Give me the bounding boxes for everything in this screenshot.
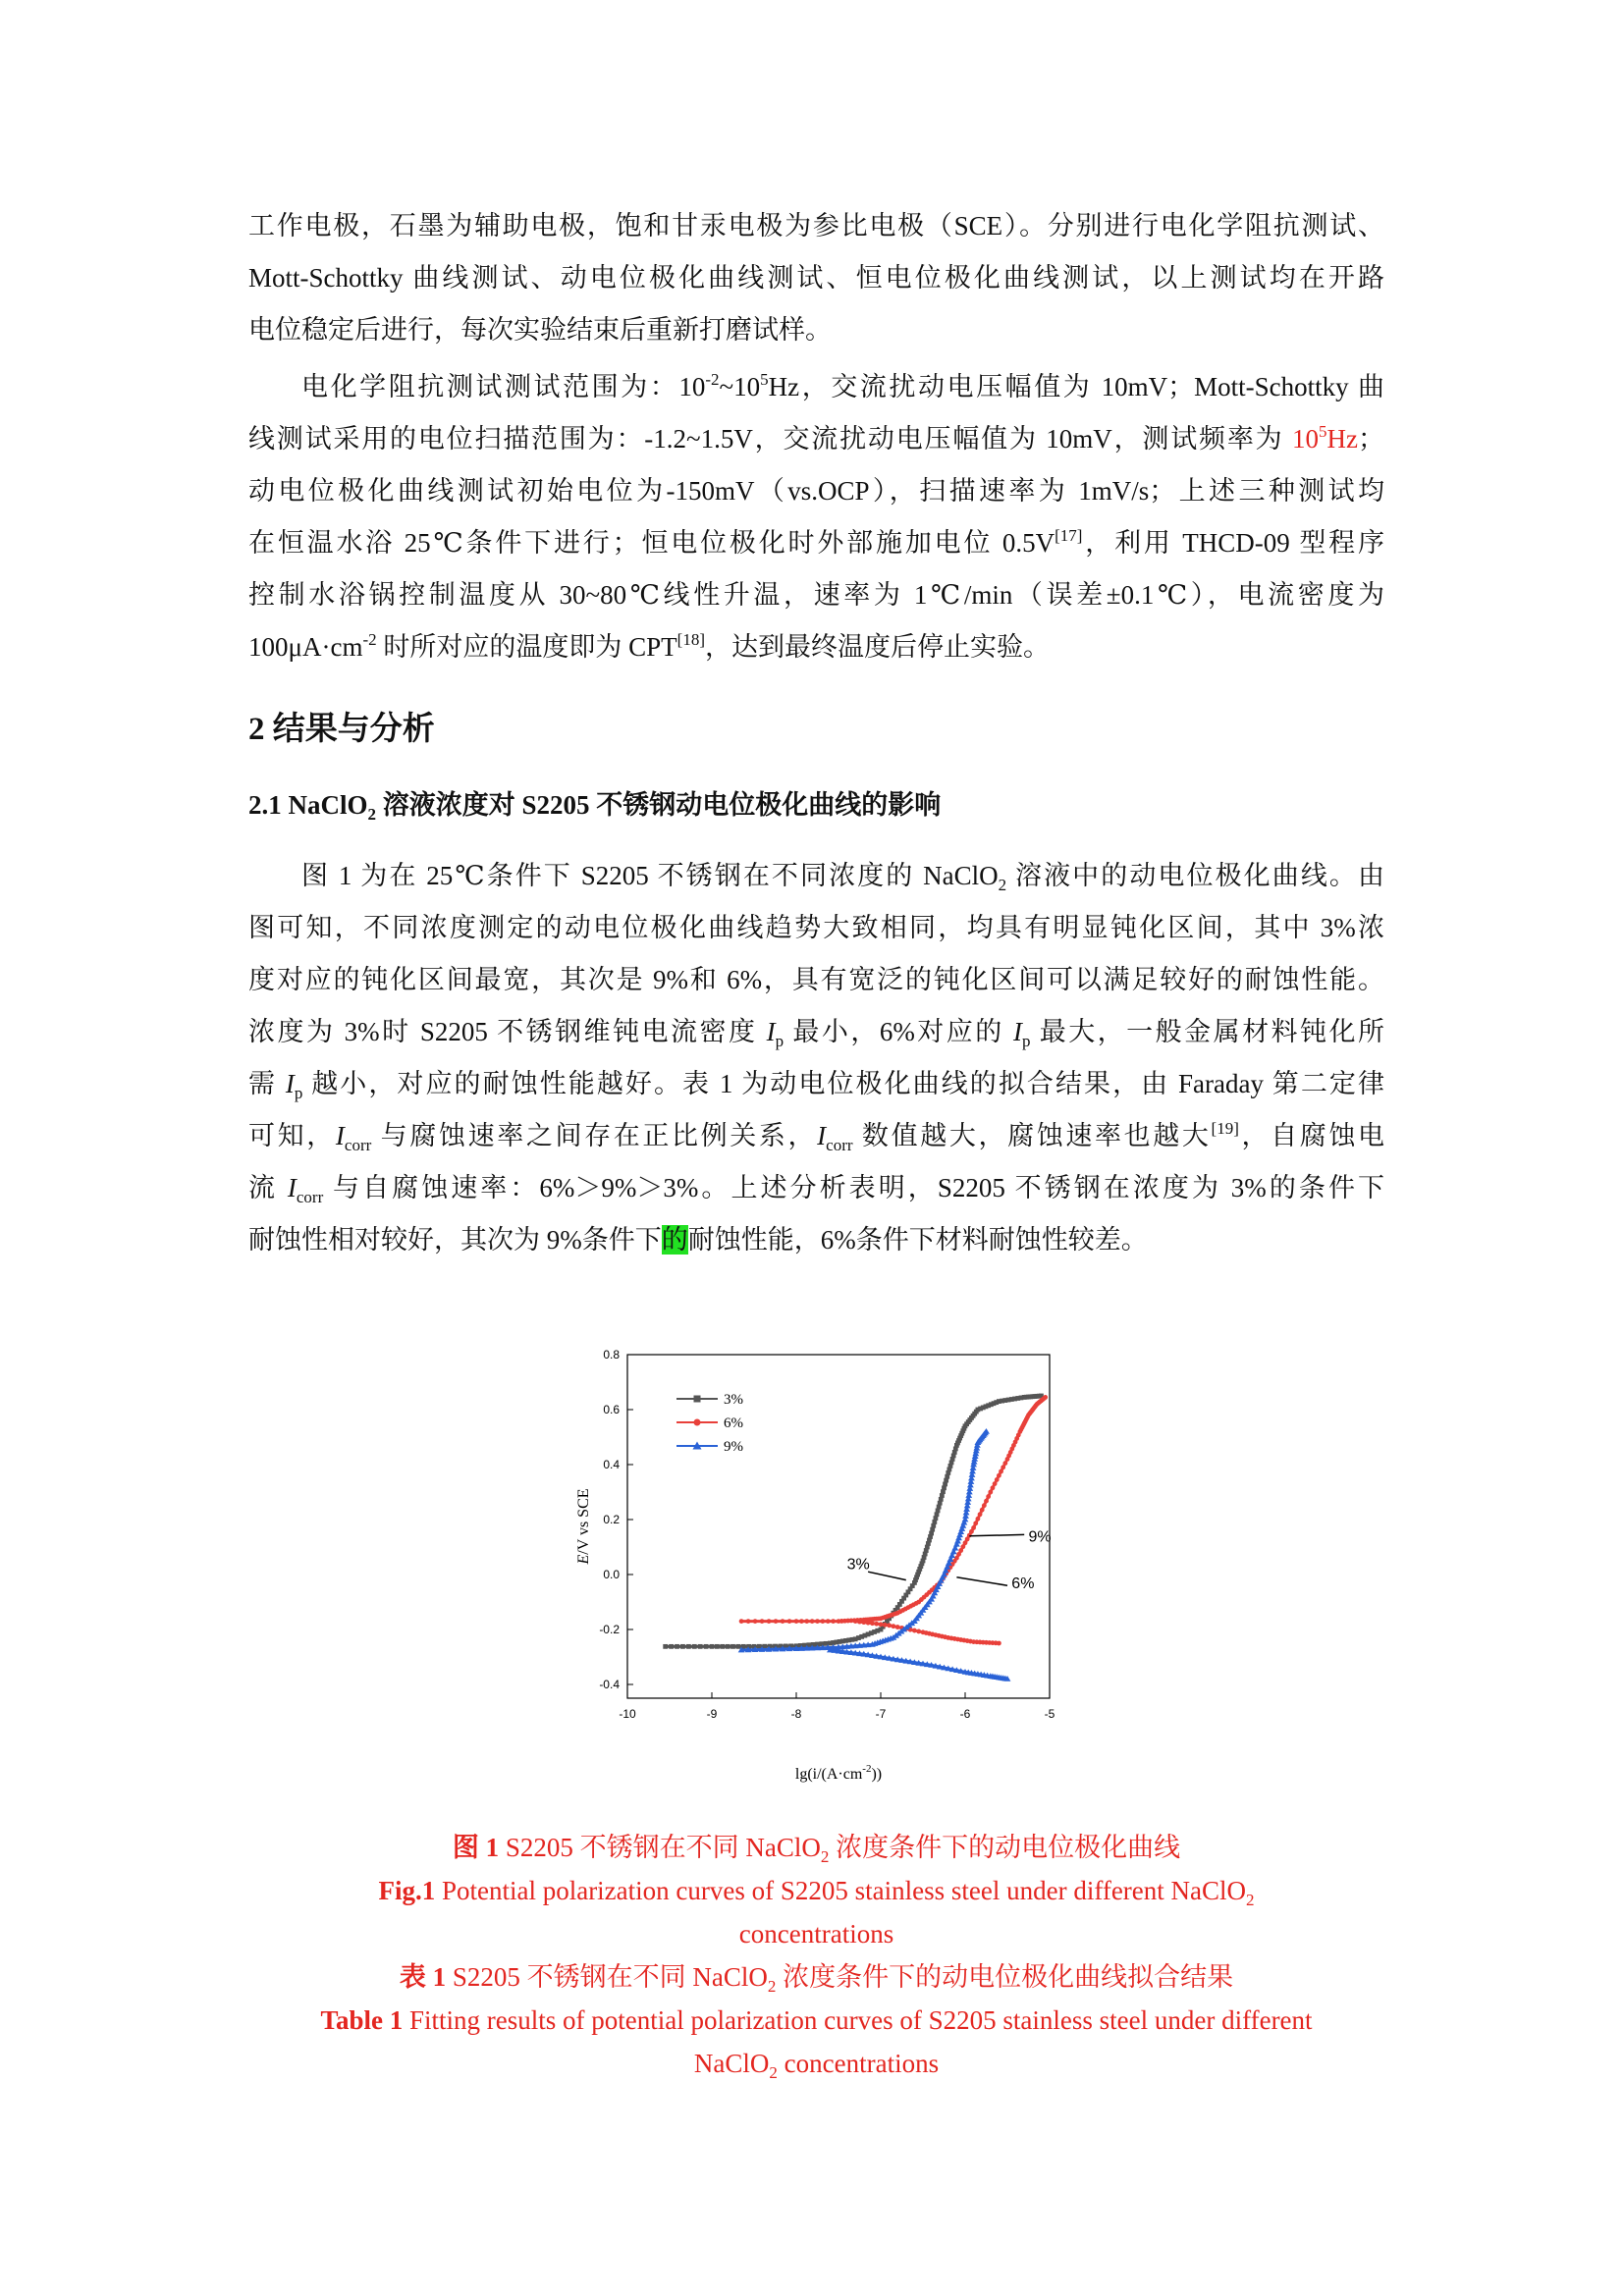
legend-entry: 6%	[724, 1415, 743, 1431]
annotation-arrow	[969, 1534, 1024, 1535]
data-point	[999, 1469, 1003, 1474]
x-tick-label: -5	[1044, 1707, 1055, 1721]
text-line: 图可知，不同浓度测定的动电位极化曲线趋势大致相同，均具有明显钝化区间，其中 3%浓	[248, 913, 1384, 942]
x-tick-label: -9	[706, 1707, 718, 1721]
data-point	[787, 1619, 792, 1624]
text-line: 线测试采用的电位扫描范围为：-1.2~1.5V，交流扰动电压幅值为 10mV，测试频率为 $10^5Hz$；	[248, 422, 1384, 454]
data-point	[887, 1623, 892, 1628]
data-point	[694, 1396, 701, 1403]
annotation-label: 3%	[846, 1556, 870, 1574]
data-point	[669, 1644, 674, 1649]
text-line: 流 $I_{corr}$ 与自腐蚀速率：6%＞9%＞3%。上述分析表明，S2205 不锈钢在浓度为 3%的条件下	[248, 1173, 1385, 1206]
data-point	[895, 1625, 900, 1629]
data-point	[698, 1644, 703, 1649]
data-point	[997, 1473, 1001, 1478]
data-point	[874, 1622, 879, 1627]
text-line: 在恒温水浴 25℃条件下进行；恒电位极化时外部施加电位 0.5V[17]，利用 THCD-09 型程序	[248, 526, 1384, 558]
table-caption-cn: 表 1 S2205 不锈钢在不同 NaClO$_2$ 浓度条件下的动电位极化曲线拟合结果	[399, 1962, 1234, 1996]
data-point	[781, 1619, 785, 1624]
polarization-chart	[565, 1335, 1075, 1806]
data-point	[883, 1623, 888, 1628]
figure-caption-en: Fig.1 Potential polarization curves of S2205 stainless steel under different NaClO$_2$	[378, 1876, 1255, 1909]
x-tick-label: -7	[875, 1707, 887, 1721]
data-point	[804, 1619, 809, 1624]
y-tick-label: 0.8	[603, 1348, 620, 1362]
data-point	[978, 1512, 983, 1517]
text-line: 度对应的钝化区间最宽，其次是 9%和 6%，具有宽泛的钝化区间可以满足较好的耐蚀性能。	[248, 965, 1384, 994]
data-point	[997, 1641, 1001, 1646]
data-point	[988, 1490, 993, 1495]
text-line: 浓度为 3%时 S2205 不锈钢维钝电流密度 $I_p$ 最小，6%对应的 $I_p$ 最大，一般金属材料钝化所	[248, 1017, 1384, 1050]
data-point	[694, 1419, 701, 1426]
data-point	[1001, 1465, 1005, 1469]
data-point	[680, 1644, 685, 1649]
text-line: 工作电极，石墨为辅助电极，饱和甘汞电极为参比电极（SCE）。分别进行电化学阻抗测试、	[248, 211, 1384, 240]
data-point	[720, 1644, 725, 1649]
y-tick-label: -0.4	[599, 1678, 620, 1691]
section-title: 2 结果与分析	[248, 712, 435, 747]
series-line	[741, 1397, 1046, 1621]
data-point	[675, 1644, 679, 1649]
text-line: 控制水浴锅控制温度从 30~80℃线性升温，速率为 1℃/min（误差±0.1℃），电流密度为	[248, 580, 1384, 610]
data-point	[861, 1620, 866, 1625]
data-point	[879, 1622, 884, 1627]
data-point	[993, 1481, 998, 1486]
data-point	[986, 1494, 991, 1499]
data-point	[1043, 1395, 1048, 1400]
data-point	[870, 1621, 875, 1626]
data-point	[831, 1619, 836, 1624]
text-line: 耐蚀性相对较好，其次为 9%条件下的耐蚀性能，6%条件下材料耐蚀性较差。	[248, 1225, 1148, 1255]
annotation-label: 9%	[1028, 1528, 1052, 1546]
text-line: 电化学阻抗测试测试范围为：$10^{-2}\sim 10^5Hz$，交流扰动电压幅值为 10mV；Mott-Schottky 曲	[301, 370, 1384, 401]
data-point	[692, 1644, 697, 1649]
data-point	[820, 1619, 825, 1624]
figure-caption-en-cont: concentrations	[738, 1919, 894, 1949]
y-tick-label: 0.6	[603, 1403, 620, 1416]
text-line: Mott-Schottky 曲线测试、动电位极化曲线测试、恒电位极化曲线测试，以上测试均在开路	[248, 263, 1384, 293]
data-point	[980, 1508, 985, 1513]
paragraph-1	[248, 200, 1384, 356]
data-point	[735, 1644, 740, 1649]
text-line: 电位稳定后进行，每次实验结束后重新打磨试样。	[248, 315, 832, 345]
data-point	[983, 1428, 990, 1434]
x-tick-label: -10	[619, 1707, 636, 1721]
data-point	[760, 1619, 765, 1624]
figure-caption-cn: 图 1 S2205 不锈钢在不同 NaClO$_2$ 浓度条件下的动电位极化曲线	[452, 1833, 1181, 1866]
data-point	[704, 1644, 709, 1649]
y-tick-label: 0.2	[603, 1513, 620, 1526]
text-line: 图 1 为在 25℃条件下 S2205 不锈钢在不同浓度的 NaClO$_2$ 溶液中的动电位极化曲线。由	[301, 861, 1385, 894]
data-point	[794, 1619, 799, 1624]
data-point	[984, 1499, 989, 1504]
data-point	[799, 1619, 804, 1624]
legend-entry: 3%	[724, 1392, 743, 1408]
data-point	[976, 1517, 981, 1522]
paragraph-2	[248, 361, 1384, 673]
x-tick-label: -6	[959, 1707, 971, 1721]
data-point	[746, 1619, 751, 1624]
data-point	[995, 1477, 1000, 1482]
data-point	[973, 1521, 978, 1525]
text-line: 可知，$I_{corr}$ 与腐蚀速率之间存在正比例关系，$I_{corr}$ 数值越大，腐蚀速率也越大[19]，自腐蚀电	[248, 1119, 1385, 1154]
data-point	[753, 1619, 758, 1624]
data-point	[1002, 1461, 1007, 1466]
data-point	[774, 1619, 779, 1624]
data-point	[916, 1629, 921, 1634]
data-point	[767, 1619, 772, 1624]
data-point	[710, 1644, 715, 1649]
paragraph-3	[248, 850, 1384, 1266]
data-point	[912, 1629, 917, 1633]
annotation-arrow	[868, 1572, 906, 1579]
data-point	[815, 1619, 820, 1624]
data-point	[686, 1644, 691, 1649]
text-line: 需 $I_p$ 越小，对应的耐蚀性能越好。表 1 为动电位极化曲线的拟合结果，由 Faraday 第二定律	[248, 1069, 1384, 1102]
data-point	[715, 1644, 720, 1649]
table-caption-en-cont: NaClO$_2$ concentrations	[693, 2049, 940, 2082]
data-point	[826, 1619, 831, 1624]
y-tick-label: 0.0	[603, 1568, 620, 1581]
data-point	[853, 1619, 858, 1624]
text-line: 动电位极化曲线测试初始电位为-150mV（vs.OCP），扫描速率为 1mV/s；上述三种测试均	[248, 476, 1384, 506]
legend-entry: 9%	[724, 1439, 743, 1455]
text-line: $100\mu A\cdot cm^{-2}$ 时所对应的温度即为 CPT[18]，达到最终温度后停止实验。	[248, 630, 1050, 662]
data-point	[739, 1619, 744, 1624]
data-point	[810, 1619, 815, 1624]
highlighted-text: 的	[661, 1225, 688, 1255]
data-point	[726, 1644, 730, 1649]
data-point	[991, 1485, 996, 1490]
data-point	[730, 1644, 735, 1649]
data-point	[857, 1620, 862, 1625]
data-point	[663, 1644, 668, 1649]
y-axis-label: E/V vs SCE	[575, 1488, 592, 1565]
annotation-label: 6%	[1011, 1575, 1035, 1592]
data-point	[892, 1624, 896, 1629]
annotation-arrow	[956, 1577, 1007, 1585]
table-caption-en: Table 1 Fitting results of potential polarization curves of S2205 stainless steel under different	[320, 2005, 1313, 2035]
data-point	[971, 1525, 976, 1530]
x-tick-label: -8	[790, 1707, 802, 1721]
subsection-title: 2.1 NaClO$_2$ 溶液浓度对 S2205 不锈钢动电位极化曲线的影响	[248, 790, 942, 824]
y-tick-label: 0.4	[603, 1458, 620, 1471]
y-tick-label: -0.2	[599, 1623, 620, 1636]
data-point	[866, 1621, 871, 1626]
x-axis-label: $\lg(i/(A\cdot cm^{-2}))$	[794, 1763, 883, 1783]
data-point	[982, 1503, 987, 1508]
